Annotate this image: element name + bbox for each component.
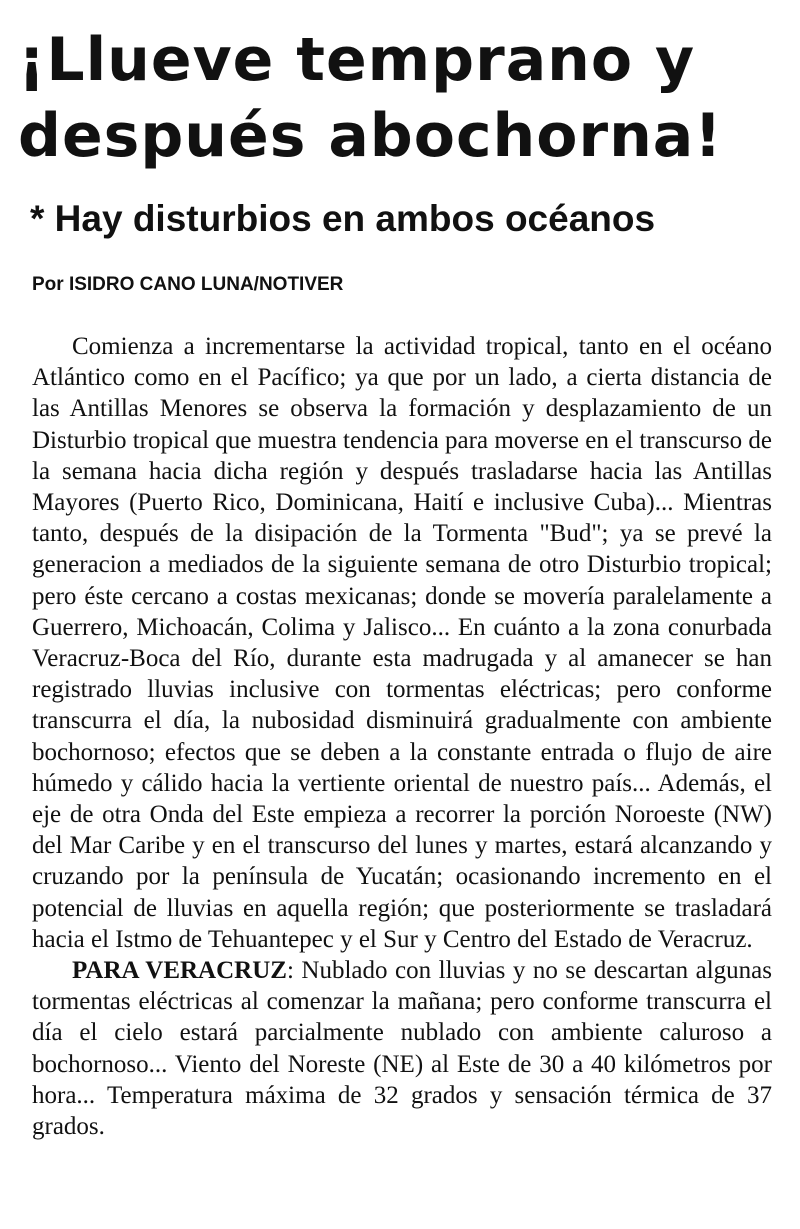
forecast-label: PARA VERACRUZ bbox=[72, 957, 287, 985]
article-body bbox=[32, 331, 772, 1142]
paragraph-forecast bbox=[32, 955, 772, 1142]
subheadline: * Hay disturbios en ambos océanos bbox=[30, 198, 656, 239]
headline: ¡Llueve temprano y después abochorna! bbox=[18, 25, 723, 171]
forecast-text: : Nublado con lluvias y no se descartan algunas tormentas eléctricas al comenzar la mañana; pero conforme transcurra el día el cielo estará parcialmente nublado con ambiente caluroso a bochornoso... Viento del Noreste (NE) al Este de 30 a 40 kilómetros por hora... Temperatura máxima de 32 grados y sensación térmica de 37 grados. bbox=[32, 957, 772, 1141]
byline: Por ISIDRO CANO LUNA/NOTIVER bbox=[32, 274, 344, 295]
paragraph-intro: Comienza a incrementarse la actividad tropical, tanto en el océano Atlántico como en el Pacífico; ya que por un lado, a cierta distancia de las Antillas Menores se observa la formación y desplazamiento de un Disturbio tropical que muestra tendencia para moverse en el transcurso de la semana hacia dicha región y después trasladarse hacia las Antillas Mayores (Puerto Rico, Dominicana, Haití e inclusive Cuba)... Mientras tanto, después de la disipación de la Tormenta "Bud"; ya se prevé la generacion a mediados de la siguiente semana de otro Disturbio tropical; pero éste cercano a costas mexicanas; donde se movería paralelamente a Guerrero, Michoacán, Colima y Jalisco... En cuánto a la zona conurbada Veracruz-Boca del Río, durante esta madrugada y al amanecer se han registrado lluvias inclusive con tormentas eléctricas; pero conforme transcurra el día, la nubosidad disminuirá gradualmente con ambiente bochornoso; efectos que se deben a la constante entrada o flujo de aire húmedo y cálido hacia la vertiente oriental de nuestro país... Además, el eje de otra Onda del Este empieza a recorrer la porción Noroeste (NW) del Mar Caribe y en el transcurso del lunes y martes, estará alcanzando y cruzando por la península de Yucatán; ocasionando incremento en el potencial de lluvias en aquella región; que posteriormente se trasladará hacia el Istmo de Tehuantepec y el Sur y Centro del Estado de Veracruz. bbox=[32, 333, 773, 953]
